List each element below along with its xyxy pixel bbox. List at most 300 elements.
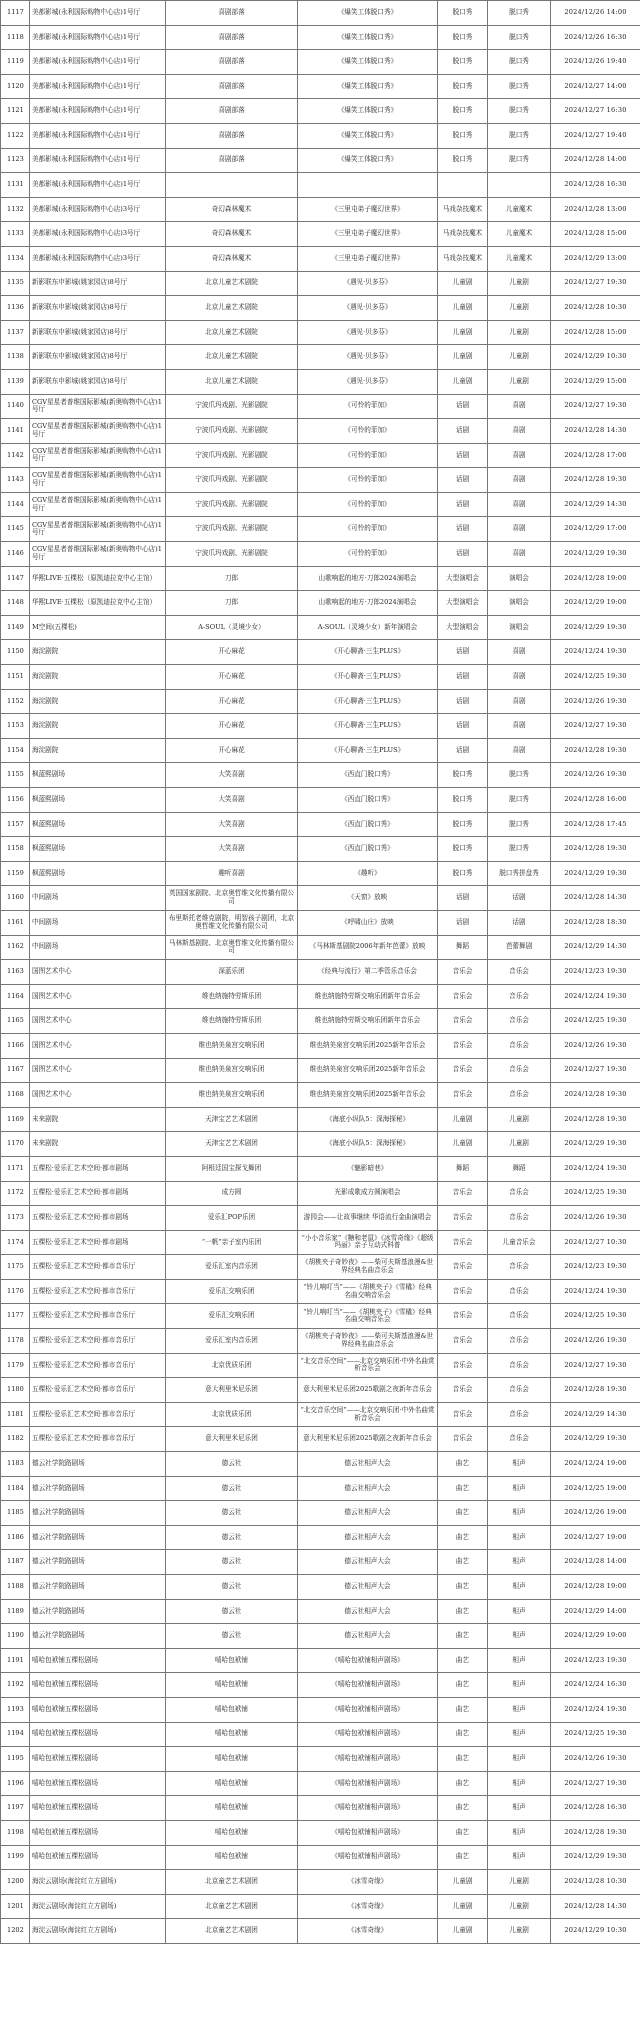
- table-row: [1, 271, 640, 296]
- datetime-cell: 2024/12/24 19:30: [551, 984, 640, 1009]
- organizer-cell: 宁波爪玛戏剧、光影剧院: [166, 492, 298, 517]
- title-cell: 《胡桃夹子奇妙夜》——柴可夫斯基浪漫&世界经典名曲音乐会: [298, 1255, 438, 1280]
- table-row: [1, 1206, 640, 1231]
- table-row: [1, 1894, 640, 1919]
- category-cell: 曲艺: [438, 1575, 488, 1600]
- row-index: 1194: [1, 1722, 30, 1747]
- organizer-cell: 德云社: [166, 1452, 298, 1477]
- venue-cell: 五棵松·爱乐汇艺术空间·都市剧场: [30, 1181, 166, 1206]
- datetime-cell: 2024/12/28 14:00: [551, 148, 640, 173]
- table-row: [1, 1648, 640, 1673]
- title-cell: 德云社相声大会: [298, 1452, 438, 1477]
- row-index: 1164: [1, 984, 30, 1009]
- subcategory-cell: 芭蕾舞剧: [488, 935, 551, 960]
- organizer-cell: 大笑喜剧: [166, 788, 298, 813]
- subcategory-cell: 儿童剧: [488, 369, 551, 394]
- table-row: [1, 296, 640, 321]
- organizer-cell: 喜剧部落: [166, 148, 298, 173]
- title-cell: 德云社相声大会: [298, 1550, 438, 1575]
- row-index: 1166: [1, 1033, 30, 1058]
- category-cell: 曲艺: [438, 1452, 488, 1477]
- organizer-cell: 北京儿童艺术剧院: [166, 320, 298, 345]
- row-index: 1121: [1, 99, 30, 124]
- table-row: [1, 1156, 640, 1181]
- table-row: [1, 1255, 640, 1280]
- table-row: [1, 1230, 640, 1255]
- organizer-cell: 宁波爪玛戏剧、光影剧院: [166, 542, 298, 567]
- row-index: 1142: [1, 443, 30, 468]
- title-cell: 德云社相声大会: [298, 1476, 438, 1501]
- organizer-cell: 宁波爪玛戏剧、光影剧院: [166, 443, 298, 468]
- venue-cell: CGV星星者普维国际影城(新奥购物中心店)1号厅: [30, 492, 166, 517]
- category-cell: 脱口秀: [438, 50, 488, 75]
- category-cell: 音乐会: [438, 1402, 488, 1427]
- table-row: [1, 935, 640, 960]
- venue-cell: CGV星星者普维国际影城(新奥购物中心店)1号厅: [30, 419, 166, 444]
- category-cell: 音乐会: [438, 1206, 488, 1231]
- venue-cell: 五棵松·爱乐汇艺术空间·都市音乐厅: [30, 1329, 166, 1354]
- datetime-cell: 2024/12/24 16:30: [551, 1673, 640, 1698]
- venue-cell: CGV星星者普维国际影城(新奥购物中心店)1号厅: [30, 468, 166, 493]
- datetime-cell: 2024/12/28 14:30: [551, 419, 640, 444]
- table-row: [1, 517, 640, 542]
- organizer-cell: 喜剧部落: [166, 123, 298, 148]
- subcategory-cell: 脱口秀: [488, 763, 551, 788]
- venue-cell: 五棵松·爱乐汇艺术空间·都市剧场: [30, 1156, 166, 1181]
- row-index: 1171: [1, 1156, 30, 1181]
- venue-cell: 枫蓝熙剧场: [30, 861, 166, 886]
- datetime-cell: 2024/12/26 19:30: [551, 1033, 640, 1058]
- category-cell: 音乐会: [438, 1427, 488, 1452]
- row-index: 1190: [1, 1624, 30, 1649]
- venue-cell: 华熙LIVE·五棵松（原凯迪拉克中心主馆）: [30, 566, 166, 591]
- title-cell: 《开心聊斋·三生PLUS》: [298, 738, 438, 763]
- category-cell: 脱口秀: [438, 837, 488, 862]
- category-cell: 音乐会: [438, 1279, 488, 1304]
- datetime-cell: 2024/12/23 19:30: [551, 1255, 640, 1280]
- category-cell: 音乐会: [438, 1058, 488, 1083]
- row-index: 1199: [1, 1845, 30, 1870]
- subcategory-cell: 相声: [488, 1648, 551, 1673]
- datetime-cell: 2024/12/29 19:30: [551, 542, 640, 567]
- datetime-cell: 2024/12/28 19:00: [551, 1575, 640, 1600]
- subcategory-cell: 喜剧: [488, 468, 551, 493]
- category-cell: 脱口秀: [438, 861, 488, 886]
- row-index: 1162: [1, 935, 30, 960]
- datetime-cell: 2024/12/28 19:00: [551, 566, 640, 591]
- row-index: 1143: [1, 468, 30, 493]
- table-row: [1, 468, 640, 493]
- table-row: [1, 1697, 640, 1722]
- category-cell: 脱口秀: [438, 148, 488, 173]
- datetime-cell: 2024/12/27 19:30: [551, 714, 640, 739]
- category-cell: 音乐会: [438, 984, 488, 1009]
- title-cell: 《遇见·贝多芬》: [298, 320, 438, 345]
- organizer-cell: 布里斯托老维克剧院，明智孩子剧团，北京奥哲维文化传播有限公司: [166, 910, 298, 935]
- category-cell: 儿童剧: [438, 271, 488, 296]
- subcategory-cell: 儿童剧: [488, 345, 551, 370]
- datetime-cell: 2024/12/26 19:30: [551, 763, 640, 788]
- datetime-cell: 2024/12/25 19:30: [551, 1722, 640, 1747]
- datetime-cell: 2024/12/24 19:30: [551, 1279, 640, 1304]
- title-cell: 《西直门脱口秀》: [298, 812, 438, 837]
- subcategory-cell: 相声: [488, 1747, 551, 1772]
- title-cell: 《遇见·贝多芬》: [298, 271, 438, 296]
- category-cell: 曲艺: [438, 1697, 488, 1722]
- title-cell: [298, 173, 438, 198]
- subcategory-cell: 音乐会: [488, 1402, 551, 1427]
- organizer-cell: 马林斯基剧院、北京奥哲维文化传播有限公司: [166, 935, 298, 960]
- subcategory-cell: 喜剧: [488, 714, 551, 739]
- category-cell: 话剧: [438, 738, 488, 763]
- title-cell: 《可怜的菲加》: [298, 394, 438, 419]
- organizer-cell: 爱乐汇室内音乐团: [166, 1255, 298, 1280]
- venue-cell: 五棵松·爱乐汇艺术空间·都市剧场: [30, 1206, 166, 1231]
- title-cell: 《开心聊斋·三生PLUS》: [298, 714, 438, 739]
- category-cell: 曲艺: [438, 1624, 488, 1649]
- table-row: [1, 1870, 640, 1895]
- table-row: [1, 984, 640, 1009]
- datetime-cell: 2024/12/29 10:30: [551, 345, 640, 370]
- venue-cell: 五棵松·爱乐汇艺术空间·都市音乐厅: [30, 1279, 166, 1304]
- category-cell: 音乐会: [438, 1181, 488, 1206]
- row-index: 1176: [1, 1279, 30, 1304]
- datetime-cell: 2024/12/26 19:40: [551, 50, 640, 75]
- datetime-cell: 2024/12/28 18:30: [551, 910, 640, 935]
- organizer-cell: 天津宝艺艺术剧团: [166, 1107, 298, 1132]
- row-index: 1188: [1, 1575, 30, 1600]
- organizer-cell: 维也纳美泉宫交响乐团: [166, 1083, 298, 1108]
- venue-cell: 美都影城(永利国际购物中心店)3号厅: [30, 197, 166, 222]
- row-index: 1195: [1, 1747, 30, 1772]
- venue-cell: 中间剧场: [30, 935, 166, 960]
- organizer-cell: 北京童艺艺术剧团: [166, 1870, 298, 1895]
- table-row: [1, 738, 640, 763]
- category-cell: 大型演唱会: [438, 615, 488, 640]
- category-cell: 儿童剧: [438, 1107, 488, 1132]
- title-cell: 《开心聊斋·三生PLUS》: [298, 640, 438, 665]
- venue-cell: 美都影城(永利国际购物中心店)1号厅: [30, 123, 166, 148]
- datetime-cell: 2024/12/29 19:30: [551, 1132, 640, 1157]
- row-index: 1175: [1, 1255, 30, 1280]
- datetime-cell: 2024/12/24 19:00: [551, 1452, 640, 1477]
- venue-cell: 国图艺术中心: [30, 984, 166, 1009]
- category-cell: 曲艺: [438, 1820, 488, 1845]
- title-cell: “小小音乐家”《糖和老鼠》《冰雪奇缘》《超级玛丽》亲子互动式科普: [298, 1230, 438, 1255]
- venue-cell: 美都影城(永利国际购物中心店)1号厅: [30, 74, 166, 99]
- table-row: [1, 640, 640, 665]
- table-row: [1, 222, 640, 247]
- subcategory-cell: 儿童剧: [488, 296, 551, 321]
- table-row: [1, 1550, 640, 1575]
- subcategory-cell: 音乐会: [488, 1304, 551, 1329]
- subcategory-cell: 相声: [488, 1550, 551, 1575]
- title-cell: 《趣听》: [298, 861, 438, 886]
- organizer-cell: 德云社: [166, 1599, 298, 1624]
- table-row: [1, 419, 640, 444]
- title-cell: 《遇见·贝多芬》: [298, 345, 438, 370]
- title-cell: 《爆笑工体脱口秀》: [298, 99, 438, 124]
- subcategory-cell: 音乐会: [488, 1058, 551, 1083]
- subcategory-cell: 脱口秀: [488, 25, 551, 50]
- datetime-cell: 2024/12/28 16:00: [551, 788, 640, 813]
- title-cell: 《可怜的菲加》: [298, 492, 438, 517]
- venue-cell: CGV星星者普维国际影城(新奥购物中心店)1号厅: [30, 542, 166, 567]
- category-cell: 儿童剧: [438, 345, 488, 370]
- row-index: 1131: [1, 173, 30, 198]
- table-row: [1, 492, 640, 517]
- subcategory-cell: 音乐会: [488, 1083, 551, 1108]
- table-row: [1, 320, 640, 345]
- venue-cell: 美都影城(永利国际购物中心店)1号厅: [30, 99, 166, 124]
- category-cell: 儿童剧: [438, 1132, 488, 1157]
- row-index: 1134: [1, 246, 30, 271]
- organizer-cell: A-SOUL（灵境少女）: [166, 615, 298, 640]
- datetime-cell: 2024/12/24 19:30: [551, 1156, 640, 1181]
- category-cell: 马戏杂技魔术: [438, 222, 488, 247]
- title-cell: 《天窗》放映: [298, 886, 438, 911]
- subcategory-cell: 舞蹈: [488, 1156, 551, 1181]
- organizer-cell: 嘻哈包袱铺: [166, 1648, 298, 1673]
- table-row: [1, 246, 640, 271]
- datetime-cell: 2024/12/23 19:30: [551, 960, 640, 985]
- organizer-cell: 德云社: [166, 1575, 298, 1600]
- category-cell: 脱口秀: [438, 123, 488, 148]
- row-index: 1120: [1, 74, 30, 99]
- datetime-cell: 2024/12/27 19:40: [551, 123, 640, 148]
- category-cell: 曲艺: [438, 1771, 488, 1796]
- venue-cell: 国图艺术中心: [30, 1083, 166, 1108]
- subcategory-cell: 相声: [488, 1575, 551, 1600]
- venue-cell: 海淀剧院: [30, 640, 166, 665]
- venue-cell: 德云社学院路剧场: [30, 1575, 166, 1600]
- category-cell: 马戏杂技魔术: [438, 246, 488, 271]
- category-cell: 曲艺: [438, 1599, 488, 1624]
- datetime-cell: 2024/12/28 19:30: [551, 1107, 640, 1132]
- venue-cell: 未来剧院: [30, 1132, 166, 1157]
- title-cell: A-SOUL（灵境少女）新年演唱会: [298, 615, 438, 640]
- title-cell: 维也纳美泉宫交响乐团2025新年音乐会: [298, 1083, 438, 1108]
- title-cell: 《嘻哈包袱铺相声剧场》: [298, 1771, 438, 1796]
- subcategory-cell: 儿童剧: [488, 1870, 551, 1895]
- organizer-cell: 嘻哈包袱铺: [166, 1845, 298, 1870]
- subcategory-cell: 相声: [488, 1722, 551, 1747]
- category-cell: 话剧: [438, 542, 488, 567]
- row-index: 1123: [1, 148, 30, 173]
- row-index: 1187: [1, 1550, 30, 1575]
- category-cell: 话剧: [438, 910, 488, 935]
- row-index: 1138: [1, 345, 30, 370]
- table-row: [1, 1845, 640, 1870]
- subcategory-cell: 儿童剧: [488, 271, 551, 296]
- category-cell: 话剧: [438, 419, 488, 444]
- category-cell: 音乐会: [438, 1353, 488, 1378]
- category-cell: 话剧: [438, 886, 488, 911]
- row-index: 1161: [1, 910, 30, 935]
- row-index: 1168: [1, 1083, 30, 1108]
- organizer-cell: 喜剧部落: [166, 99, 298, 124]
- row-index: 1184: [1, 1476, 30, 1501]
- venue-cell: 嘻哈包袱铺五棵松剧场: [30, 1722, 166, 1747]
- venue-cell: 国图艺术中心: [30, 1058, 166, 1083]
- datetime-cell: 2024/12/28 16:30: [551, 1796, 640, 1821]
- organizer-cell: 德云社: [166, 1476, 298, 1501]
- datetime-cell: 2024/12/29 15:00: [551, 369, 640, 394]
- title-cell: 维也纳美泉宫交响乐团2025新年音乐会: [298, 1058, 438, 1083]
- venue-cell: 中间剧场: [30, 910, 166, 935]
- category-cell: 音乐会: [438, 1255, 488, 1280]
- venue-cell: M空间(五棵松): [30, 615, 166, 640]
- title-cell: 《冰雪奇缘》: [298, 1870, 438, 1895]
- datetime-cell: 2024/12/27 19:30: [551, 1771, 640, 1796]
- venue-cell: 德云社学院路剧场: [30, 1525, 166, 1550]
- table-row: [1, 960, 640, 985]
- datetime-cell: 2024/12/27 14:00: [551, 74, 640, 99]
- datetime-cell: 2024/12/27 16:30: [551, 99, 640, 124]
- category-cell: 话剧: [438, 394, 488, 419]
- organizer-cell: 开心麻花: [166, 640, 298, 665]
- title-cell: 《嘻哈包袱铺相声剧场》: [298, 1722, 438, 1747]
- venue-cell: 德云社学院路剧场: [30, 1550, 166, 1575]
- datetime-cell: 2024/12/28 10:30: [551, 1870, 640, 1895]
- organizer-cell: 德云社: [166, 1525, 298, 1550]
- table-row: [1, 173, 640, 198]
- row-index: 1133: [1, 222, 30, 247]
- table-row: [1, 1599, 640, 1624]
- category-cell: 曲艺: [438, 1648, 488, 1673]
- table-row: [1, 665, 640, 690]
- subcategory-cell: 演唱会: [488, 615, 551, 640]
- category-cell: 曲艺: [438, 1796, 488, 1821]
- organizer-cell: 趣听喜剧: [166, 861, 298, 886]
- subcategory-cell: 喜剧: [488, 738, 551, 763]
- title-cell: 《三里屯弟子魔幻世界》: [298, 197, 438, 222]
- subcategory-cell: 脱口秀: [488, 99, 551, 124]
- datetime-cell: 2024/12/27 19:30: [551, 394, 640, 419]
- title-cell: 《西直门脱口秀》: [298, 788, 438, 813]
- title-cell: 《嘻哈包袱铺相声剧场》: [298, 1820, 438, 1845]
- category-cell: 音乐会: [438, 1083, 488, 1108]
- table-row: [1, 50, 640, 75]
- table-row: [1, 591, 640, 616]
- subcategory-cell: 儿童剧: [488, 1132, 551, 1157]
- title-cell: 《胡桃夹子奇妙夜》——柴可夫斯基浪漫&世界经典名曲音乐会: [298, 1329, 438, 1354]
- category-cell: 话剧: [438, 640, 488, 665]
- row-index: 1141: [1, 419, 30, 444]
- organizer-cell: 宁波爪玛戏剧、光影剧院: [166, 517, 298, 542]
- row-index: 1178: [1, 1329, 30, 1354]
- category-cell: 脱口秀: [438, 788, 488, 813]
- title-cell: “北交音乐空间”——北京交响乐团·中外名曲赏析音乐会: [298, 1402, 438, 1427]
- table-row: [1, 837, 640, 862]
- datetime-cell: 2024/12/28 10:30: [551, 296, 640, 321]
- row-index: 1147: [1, 566, 30, 591]
- organizer-cell: 维也纳施特劳斯乐团: [166, 984, 298, 1009]
- datetime-cell: 2024/12/26 16:30: [551, 25, 640, 50]
- row-index: 1139: [1, 369, 30, 394]
- datetime-cell: 2024/12/28 15:00: [551, 222, 640, 247]
- table-row: [1, 1033, 640, 1058]
- title-cell: 《三里屯弟子魔幻世界》: [298, 222, 438, 247]
- table-row: [1, 812, 640, 837]
- venue-cell: 枫蓝熙剧场: [30, 788, 166, 813]
- category-cell: 话剧: [438, 665, 488, 690]
- venue-cell: 五棵松·爱乐汇艺术空间·都市音乐厅: [30, 1378, 166, 1403]
- row-index: 1158: [1, 837, 30, 862]
- title-cell: 《爆笑工体脱口秀》: [298, 123, 438, 148]
- venue-cell: 五棵松·爱乐汇艺术空间·都市剧场: [30, 1230, 166, 1255]
- row-index: 1189: [1, 1599, 30, 1624]
- organizer-cell: 开心麻花: [166, 738, 298, 763]
- title-cell: 《可怜的菲加》: [298, 419, 438, 444]
- organizer-cell: 嘻哈包袱铺: [166, 1697, 298, 1722]
- organizer-cell: 北京儿童艺术剧院: [166, 271, 298, 296]
- organizer-cell: 德云社: [166, 1624, 298, 1649]
- subcategory-cell: 音乐会: [488, 1181, 551, 1206]
- organizer-cell: 意大利里米尼乐团: [166, 1427, 298, 1452]
- table-row: [1, 1501, 640, 1526]
- row-index: 1192: [1, 1673, 30, 1698]
- category-cell: 脱口秀: [438, 25, 488, 50]
- subcategory-cell: 喜剧: [488, 443, 551, 468]
- title-cell: 《可怜的菲加》: [298, 443, 438, 468]
- category-cell: 曲艺: [438, 1476, 488, 1501]
- row-index: 1137: [1, 320, 30, 345]
- organizer-cell: 奇幻森林魔术: [166, 246, 298, 271]
- subcategory-cell: 音乐会: [488, 960, 551, 985]
- subcategory-cell: 儿童魔术: [488, 197, 551, 222]
- table-row: [1, 1476, 640, 1501]
- title-cell: 《爆笑工体脱口秀》: [298, 74, 438, 99]
- datetime-cell: 2024/12/26 19:30: [551, 1206, 640, 1231]
- venue-cell: 枫蓝熙剧场: [30, 763, 166, 788]
- category-cell: 儿童剧: [438, 1919, 488, 1944]
- title-cell: 德云社相声大会: [298, 1525, 438, 1550]
- subcategory-cell: 儿童剧: [488, 320, 551, 345]
- organizer-cell: 德云社: [166, 1550, 298, 1575]
- datetime-cell: 2024/12/28 19:30: [551, 837, 640, 862]
- row-index: 1172: [1, 1181, 30, 1206]
- row-index: 1132: [1, 197, 30, 222]
- organizer-cell: 北京童艺艺术剧团: [166, 1919, 298, 1944]
- subcategory-cell: 儿童剧: [488, 1107, 551, 1132]
- datetime-cell: 2024/12/28 14:00: [551, 1550, 640, 1575]
- row-index: 1152: [1, 689, 30, 714]
- organizer-cell: 天津宝艺艺术剧团: [166, 1132, 298, 1157]
- subcategory-cell: 相声: [488, 1845, 551, 1870]
- category-cell: 舞蹈: [438, 935, 488, 960]
- subcategory-cell: 儿童音乐会: [488, 1230, 551, 1255]
- row-index: 1146: [1, 542, 30, 567]
- datetime-cell: 2024/12/27 19:00: [551, 1525, 640, 1550]
- venue-cell: 海淀剧院: [30, 665, 166, 690]
- datetime-cell: 2024/12/29 19:30: [551, 615, 640, 640]
- subcategory-cell: 音乐会: [488, 1009, 551, 1034]
- table-row: [1, 1624, 640, 1649]
- table-row: [1, 1083, 640, 1108]
- organizer-cell: 爱乐汇POP乐团: [166, 1206, 298, 1231]
- datetime-cell: 2024/12/28 17:00: [551, 443, 640, 468]
- organizer-cell: 刀郎: [166, 591, 298, 616]
- title-cell: 《海底小纵队5：深海探秘》: [298, 1132, 438, 1157]
- table-row: [1, 1329, 640, 1354]
- category-cell: 儿童剧: [438, 369, 488, 394]
- row-index: 1200: [1, 1870, 30, 1895]
- table-row: [1, 1181, 640, 1206]
- datetime-cell: 2024/12/28 14:30: [551, 1894, 640, 1919]
- datetime-cell: 2024/12/27 19:30: [551, 271, 640, 296]
- venue-cell: 海淀剧院: [30, 714, 166, 739]
